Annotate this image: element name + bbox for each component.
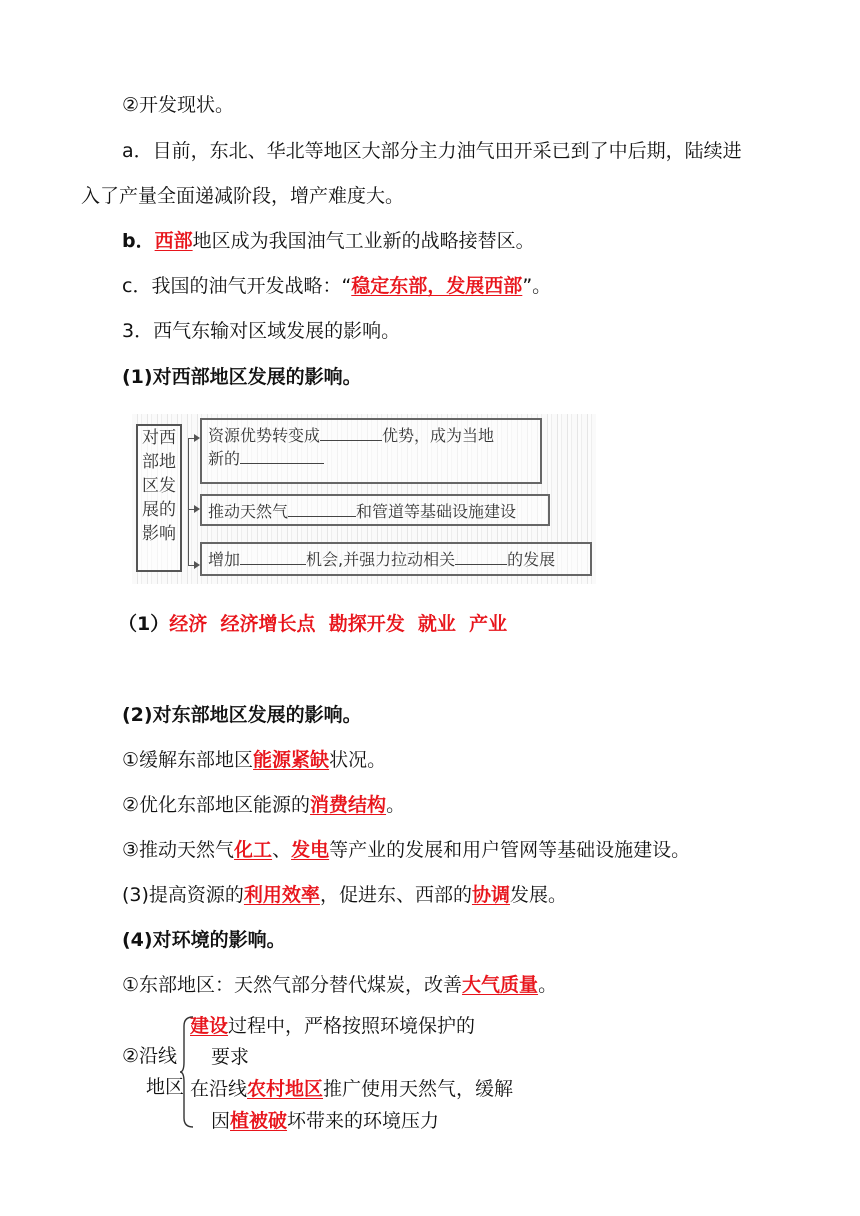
answer-air-quality: 大气质量 bbox=[462, 974, 539, 996]
along-row-4 bbox=[211, 1108, 439, 1134]
answer-construction: 建设 bbox=[190, 1015, 229, 1037]
answer-power: 发电 bbox=[291, 839, 330, 861]
item2-suffix: 。 bbox=[386, 794, 406, 816]
row3-prefix: 在沿线 bbox=[190, 1078, 248, 1100]
along-label-2: 地区 bbox=[146, 1076, 185, 1098]
item3-mid: 、 bbox=[272, 839, 292, 861]
box1-text-c: 新的 bbox=[208, 449, 241, 468]
blank-1 bbox=[320, 424, 382, 441]
answer-energy-shortage: 能源紧缺 bbox=[253, 749, 330, 771]
item1-prefix: ①缓解东部地区 bbox=[122, 749, 254, 771]
box1-text-a: 资源优势转变成 bbox=[208, 426, 321, 445]
row1-text: 过程中，严格按照环境保护的 bbox=[228, 1015, 476, 1037]
item3-suffix: 等产业的发展和用户管网等基础设施建设。 bbox=[329, 839, 691, 861]
along-row-1 bbox=[190, 1013, 475, 1039]
blank-4 bbox=[240, 548, 306, 565]
c-prefix: c．我国的油气开发战略：“ bbox=[122, 275, 352, 297]
item1-suffix: 状况。 bbox=[329, 749, 387, 771]
left-label-3: 区发 bbox=[142, 476, 176, 496]
b-suffix: 地区成为我国油气工业新的战略接替区。 bbox=[192, 230, 535, 252]
answer-chemical: 化工 bbox=[234, 839, 273, 861]
blank-5 bbox=[455, 548, 507, 565]
row4-prefix: 因 bbox=[211, 1110, 231, 1132]
c-suffix: ”。 bbox=[522, 275, 552, 297]
left-label-1: 对西 bbox=[142, 428, 176, 448]
subsection-2-heading: (2)对东部地区发展的影响。 bbox=[122, 704, 362, 726]
box3-text-b: 机会,并强力拉动相关 bbox=[306, 550, 456, 569]
section-3-heading: 3．西气东输对区域发展的影响。 bbox=[122, 320, 401, 342]
sub3-mid: ，促进东、西部的 bbox=[319, 884, 472, 906]
left-label-5: 影响 bbox=[142, 524, 176, 544]
along-row-2: 要求 bbox=[211, 1046, 250, 1068]
subsection-3 bbox=[122, 882, 567, 908]
item2-prefix: ②优化东部地区能源的 bbox=[122, 794, 311, 816]
answer-consumption-structure: 消费结构 bbox=[310, 794, 387, 816]
diagram-box-resource bbox=[200, 418, 542, 484]
along-row-3 bbox=[190, 1076, 513, 1102]
arrow-1 bbox=[188, 438, 198, 439]
west-impact-diagram bbox=[132, 414, 596, 584]
answer-vegetation: 植被破 bbox=[230, 1110, 288, 1132]
box3-text-a: 增加 bbox=[208, 550, 241, 569]
along-label-1: ②沿线 bbox=[122, 1045, 178, 1067]
answer-line bbox=[118, 611, 507, 637]
sub3-suffix: 发展。 bbox=[509, 884, 567, 906]
diagram-left-label bbox=[136, 424, 182, 572]
arrow-3 bbox=[188, 565, 198, 566]
diagram-box-jobs bbox=[200, 542, 592, 576]
answer-efficiency: 利用效率 bbox=[243, 884, 320, 906]
diagram-box-gas bbox=[200, 494, 550, 526]
arrow-2 bbox=[188, 509, 198, 510]
answer-west: 西部 bbox=[154, 230, 193, 252]
answer-rural-areas: 农村地区 bbox=[247, 1078, 324, 1100]
left-label-2: 部地 bbox=[142, 452, 176, 472]
answer-coordination: 协调 bbox=[471, 884, 510, 906]
answer-prefix: （1） bbox=[118, 613, 170, 635]
environment-item-1 bbox=[122, 972, 557, 998]
b-prefix: b． bbox=[122, 230, 155, 252]
heading-development-status: ②开发现状。 bbox=[122, 94, 235, 116]
left-label-4: 展的 bbox=[142, 500, 176, 520]
sub3-prefix: (3)提高资源的 bbox=[122, 884, 244, 906]
diagram-connector bbox=[188, 438, 189, 566]
paragraph-a-line2: 入了产量全面递减阶段，增产难度大。 bbox=[81, 185, 405, 207]
east-item-2 bbox=[122, 792, 405, 818]
east-item-1 bbox=[122, 747, 386, 773]
box2-text-b: 和管道等基础设施建设 bbox=[356, 502, 517, 521]
row4-text: 坏带来的环境压力 bbox=[287, 1110, 440, 1132]
east-item-3 bbox=[122, 837, 690, 863]
answer-values: 经济 经济增长点 勘探开发 就业 产业 bbox=[169, 613, 508, 635]
paragraph-b bbox=[122, 228, 535, 254]
subsection-1-heading: (1)对西部地区发展的影响。 bbox=[122, 366, 362, 388]
row3-text: 推广使用天然气，缓解 bbox=[323, 1078, 514, 1100]
paragraph-c bbox=[122, 273, 551, 299]
blank-2 bbox=[240, 447, 324, 464]
box1-text-b: 优势，成为当地 bbox=[382, 426, 495, 445]
answer-strategy: 稳定东部，发展西部 bbox=[351, 275, 523, 297]
env1-suffix: 。 bbox=[538, 974, 558, 996]
box3-text-c: 的发展 bbox=[507, 550, 556, 569]
subsection-4-heading: (4)对环境的影响。 bbox=[122, 929, 286, 951]
item3-prefix: ③推动天然气 bbox=[122, 839, 235, 861]
paragraph-a-line1: a．目前，东北、华北等地区大部分主力油气田开采已到了中后期，陆续进 bbox=[122, 140, 742, 162]
env1-prefix: ①东部地区：天然气部分替代煤炭，改善 bbox=[122, 974, 463, 996]
blank-3 bbox=[288, 500, 356, 517]
box2-text-a: 推动天然气 bbox=[208, 502, 289, 521]
